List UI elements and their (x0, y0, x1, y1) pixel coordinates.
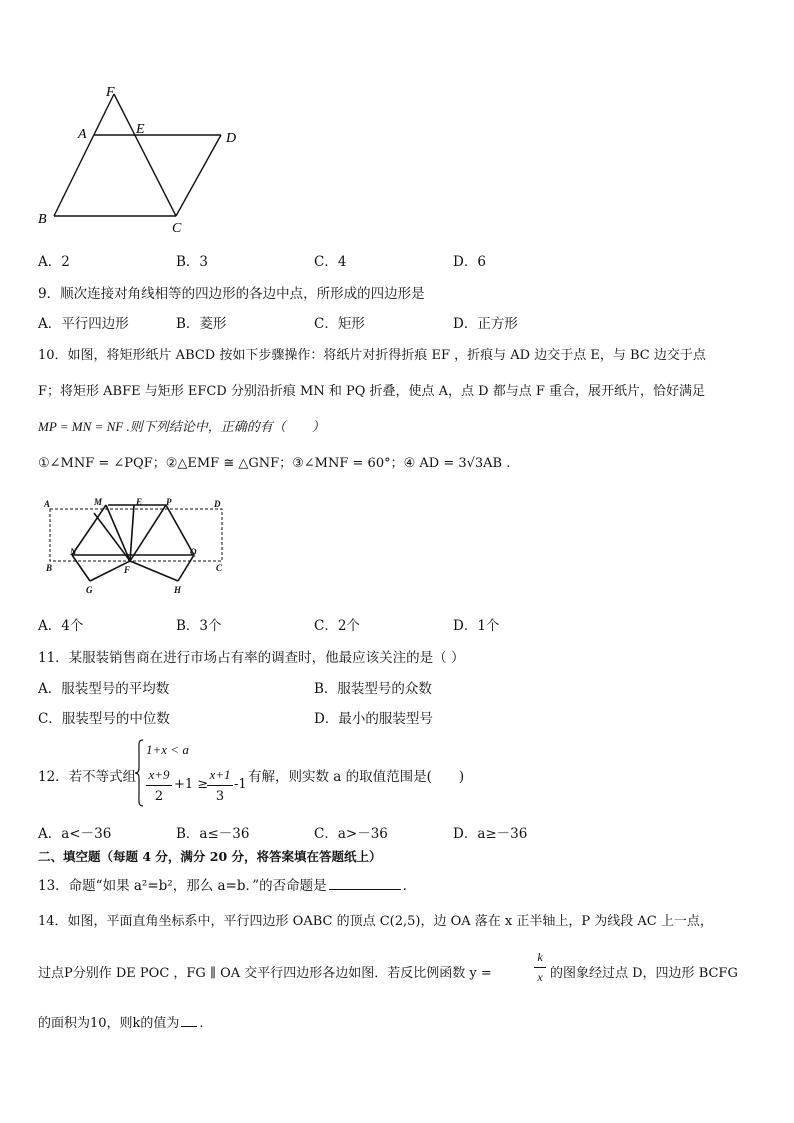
q14-frac-bar (534, 967, 546, 968)
q11-option-b: B．服装型号的众数 (314, 681, 432, 697)
q13-text: 13．命题“如果 a²=b²，那么 a=b．”的否命题是 (38, 878, 327, 894)
q11-stem: 11．某服装销售商在进行市场占有率的调查时，他最应该关注的是（ ） (38, 650, 465, 666)
q10-label-a: A (44, 499, 51, 509)
q12-option-a: A．a<－36 (38, 826, 112, 842)
q14-frac-den: x (537, 970, 543, 984)
q14-line-3-text: 的面积为10，则k的值为 (38, 1016, 180, 1031)
q13-end: ． (402, 878, 417, 894)
q10-line-3: MP = MN = NF .则下列结论中，正确的有（ ） (38, 419, 325, 434)
q10-label-m: M (94, 497, 103, 507)
q10-line-4: ①∠MNF = ∠PQF；②△EMF ≅ △GNF；③∠MNF = 60°；④ AD = 3√3AB . (38, 456, 511, 471)
q8-option-a: A．2 (38, 254, 70, 270)
q14-line-3-end: . (199, 1016, 204, 1031)
label-d: D (226, 131, 237, 146)
q9-option-c: C．矩形 (314, 316, 365, 332)
q12-frac2-bar (207, 785, 233, 786)
q10-label-h: H (174, 585, 182, 595)
q10-label-q: Q (190, 547, 197, 557)
q12-prefix: 12．若不等式组 (38, 769, 137, 785)
q10-option-a: A．4个 (38, 618, 84, 634)
label-b: B (38, 212, 47, 227)
q10-label-e: E (136, 497, 143, 507)
q10-label-c: C (216, 563, 223, 573)
q14-line-2-post: 的图象经过点 D，四边形 BCFG (550, 966, 738, 981)
q13 (38, 874, 416, 894)
q10-label-n: N (70, 547, 77, 557)
q10-label-d: D (214, 499, 221, 509)
q12-option-d: D．a≥－36 (453, 826, 528, 842)
q8-option-b: B．3 (176, 254, 209, 270)
q12-inequality-1: 1+x < a (146, 742, 189, 757)
q9-stem: 9．顺次连接对角线相等的四边形的各边中点，所形成的四边形是 (38, 286, 425, 302)
q9-option-a: A．平行四边形 (38, 316, 129, 332)
q11-option-d: D．最小的服装型号 (314, 711, 433, 727)
label-e: E (136, 122, 145, 137)
q12-option-c: C．a>－36 (314, 826, 388, 842)
q10-option-c: C．2个 (314, 618, 360, 634)
q10-option-d: D．1个 (453, 618, 500, 634)
q12-frac2-den: 3 (215, 789, 225, 804)
q12-frac2-num: x+1 (209, 767, 231, 782)
q9-option-b: B．菱形 (176, 316, 227, 332)
q10-label-b: B (46, 563, 53, 573)
q12-option-b: B．a≤－36 (176, 826, 250, 842)
q14-answer-blank[interactable] (181, 1013, 197, 1027)
q12-frac1-num: x+9 (148, 767, 170, 782)
q12-frac1-bar (146, 785, 172, 786)
q14-line-2-pre: 过点P分别作 DE POC ，FG ∥ OA 交平行四边形各边如图．若反比例函数 y = (38, 966, 492, 981)
label-f: F (106, 85, 115, 100)
q10-label-p: P (166, 497, 172, 507)
q12-suffix: 有解，则实数 a 的取值范围是( ) (248, 769, 465, 785)
q12-frac1-den: 2 (154, 789, 164, 804)
q14-line-1: 14．如图，平面直角坐标系中，平行四边形 OABC 的顶点 C(2,5)，边 OA 落在 x 正半轴上，P 为线段 AC 上一点， (38, 914, 713, 929)
q14-line-3 (38, 1012, 204, 1031)
figure-q8 (30, 82, 260, 234)
q12-end: -1 (234, 777, 247, 792)
q9-option-d: D．正方形 (453, 316, 518, 332)
label-c: C (172, 221, 182, 234)
label-a: A (78, 127, 87, 142)
figure-q10 (38, 493, 238, 603)
q10-label-g: G (86, 585, 93, 595)
q11-option-a: A．服装型号的平均数 (38, 681, 170, 697)
q10-option-b: B．3个 (176, 618, 222, 634)
q14-frac-num: k (537, 950, 543, 964)
brace-icon (134, 738, 144, 808)
q10-label-f: F (124, 565, 131, 575)
q12-mid: +1 ≥ (174, 777, 209, 792)
q13-answer-blank[interactable] (329, 876, 401, 890)
section-heading-fill-in: 二、填空题（每题 4 分，满分 20 分，将答案填在答题纸上） (38, 849, 382, 864)
q10-line-1: 10．如图，将矩形纸片 ABCD 按如下步骤操作：将纸片对折得折痕 EF ，折痕与 AD 边交于点 E，与 BC 边交于点 (38, 348, 706, 363)
q8-option-c: C．4 (314, 254, 347, 270)
q8-option-d: D．6 (453, 254, 486, 270)
q11-option-c: C．服装型号的中位数 (38, 711, 170, 727)
q10-line-2: F；将矩形 ABFE 与矩形 EFCD 分别沿折痕 MN 和 PQ 折叠，使点 A，点 D 都与点 F 重合，展开纸片，恰好满足 (38, 384, 705, 399)
